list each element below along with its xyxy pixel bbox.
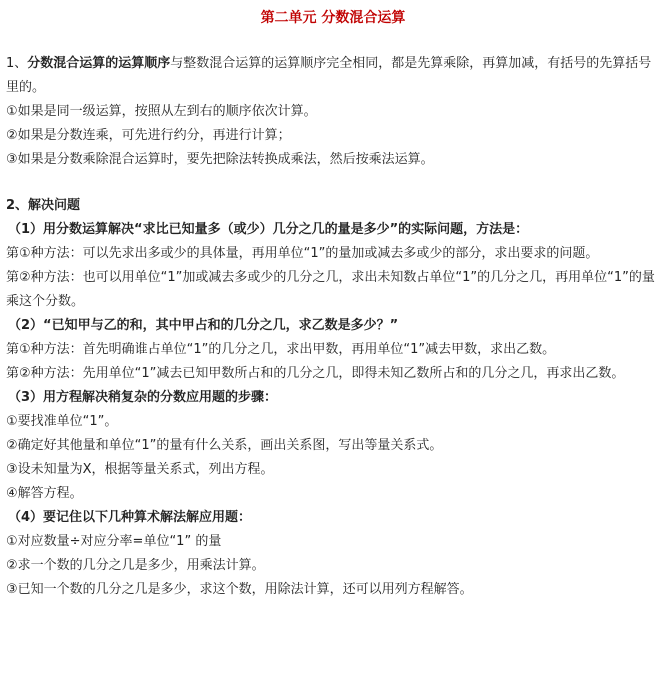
section1-item: ①如果是同一级运算，按照从左到右的顺序依次计算。 bbox=[6, 104, 317, 119]
problem3-step: ②确定好其他量和单位“1”的量有什么关系，画出关系图，写出等量关系式。 bbox=[6, 438, 443, 453]
problem4-item: ①对应数量÷对应分率=单位“1” 的量 bbox=[6, 534, 222, 549]
problem2-method2: 第②种方法：先用单位“1”减去已知甲数所占和的几分之几，即得未知乙数所占和的几分之几，再求出乙数。 bbox=[6, 366, 625, 381]
problem3-step: ①要找准单位“1”。 bbox=[6, 414, 118, 429]
problem3-step: ④解答方程。 bbox=[6, 486, 83, 501]
section1-lead bbox=[6, 52, 660, 100]
problem3-heading: （3）用方程解决稍复杂的分数应用题的步骤： bbox=[8, 390, 278, 405]
section1-item: ②如果是分数连乘，可先进行约分，再进行计算； bbox=[6, 128, 291, 143]
section1-text: 与整数混合运算的运算顺序完全相同，都是先算乘除，再算加减，有括号的先算括号里的。 bbox=[6, 56, 652, 95]
problem4-item: ③已知一个数的几分之几是多少，求这个数，用除法计算，还可以用列方程解答。 bbox=[6, 582, 473, 597]
problem1-method2: 第②种方法：也可以用单位“1”加或减去多或少的几分之几，求出未知数占单位“1”的几分之几，再用单位“1”的量乘这个分数。 bbox=[6, 270, 655, 309]
problem1-method1: 第①种方法：可以先求出多或少的具体量，再用单位“1”的量加或减去多或少的部分，求出要求的问题。 bbox=[6, 246, 599, 261]
problem4-heading: （4）要记住以下几种算术解法解应用题： bbox=[8, 510, 252, 525]
section1-number: 1、 bbox=[6, 56, 28, 71]
problem4-item: ②求一个数的几分之几是多少，用乘法计算。 bbox=[6, 558, 265, 573]
problem2-method1: 第①种方法：首先明确谁占单位“1”的几分之几，求出甲数，再用单位“1”减去甲数，求出乙数。 bbox=[6, 342, 556, 357]
spacer bbox=[6, 30, 660, 52]
section1-keyword: 分数混合运算的运算顺序 bbox=[27, 56, 171, 71]
section2-heading: 2、解决问题 bbox=[6, 198, 81, 213]
problem2-heading: （2）“已知甲与乙的和，其中甲占和的几分之几，求乙数是多少？” bbox=[8, 318, 399, 333]
section1-item: ③如果是分数乘除混合运算时，要先把除法转换成乘法，然后按乘法运算。 bbox=[6, 152, 434, 167]
problem1-heading: （1）用分数运算解决“求比已知量多（或少）几分之几的量是多少”的实际问题，方法是： bbox=[8, 222, 529, 237]
problem3-step: ③设未知量为X，根据等量关系式，列出方程。 bbox=[6, 462, 274, 477]
page-title: 第二单元 分数混合运算 bbox=[260, 10, 406, 26]
spacer bbox=[6, 172, 660, 194]
